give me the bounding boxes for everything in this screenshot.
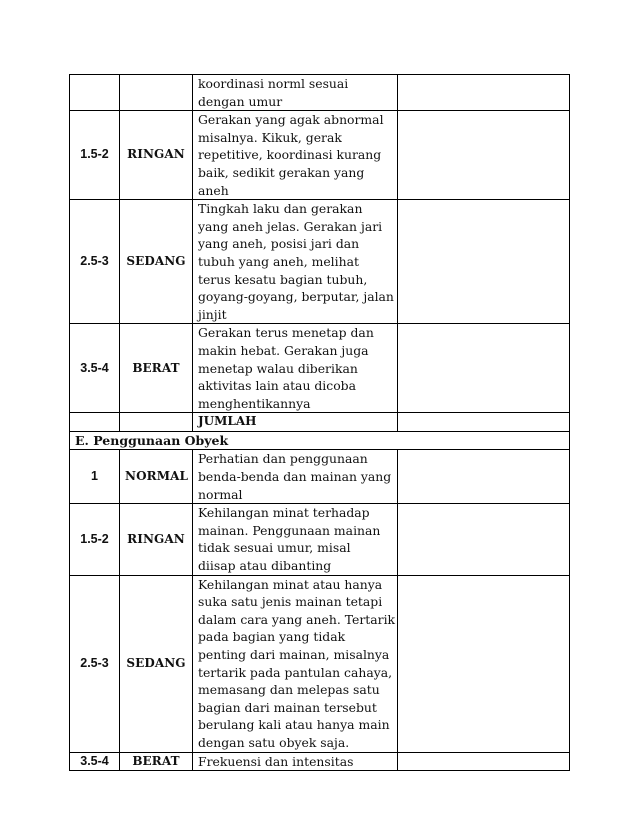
description-line: makin hebat. Gerakan juga xyxy=(198,342,369,358)
description-line: tidak sesuai umur, misal xyxy=(198,540,351,556)
description-line: aneh xyxy=(198,182,229,198)
description-line: memasang dan melepas satu xyxy=(198,682,380,698)
level-cell xyxy=(120,75,193,111)
level-cell: RINGAN xyxy=(120,504,193,575)
table-row xyxy=(70,75,570,111)
empty-cell xyxy=(70,413,120,432)
description-line: mainan. Penggunaan mainan xyxy=(198,522,381,538)
total-row xyxy=(70,413,570,432)
description-line: misalnya. Kikuk, gerak xyxy=(198,129,342,145)
description-line: Frekuensi dan intensitas xyxy=(198,753,354,769)
score-entry-cell[interactable] xyxy=(398,575,570,752)
table-row xyxy=(70,200,570,324)
description-line: goyang-goyang, berputar, jalan xyxy=(198,289,394,305)
score-entry-cell[interactable] xyxy=(398,111,570,200)
description-line: aktivitas lain atau dicoba xyxy=(198,378,356,394)
description-line: dengan satu obyek saja. xyxy=(198,734,350,750)
description-line: Perhatian dan penggunaan xyxy=(198,451,368,467)
score-entry-cell[interactable] xyxy=(398,450,570,504)
description-line: suka satu jenis mainan tetapi xyxy=(198,594,383,610)
level-cell: RINGAN xyxy=(120,111,193,200)
section-title: E. Penggunaan Obyek xyxy=(70,431,570,450)
description-line: Kehilangan minat atau hanya xyxy=(198,576,383,592)
description-cell xyxy=(193,200,398,324)
total-entry-cell[interactable] xyxy=(398,413,570,432)
level-cell: SEDANG xyxy=(120,200,193,324)
section-header-row xyxy=(70,431,570,450)
description-line: jinjit xyxy=(198,306,227,322)
score-entry-cell[interactable] xyxy=(398,324,570,413)
description-line: diisap atau dibanting xyxy=(198,558,332,574)
description-line: repetitive, koordinasi kurang xyxy=(198,147,382,163)
score-cell: 2.5-3 xyxy=(70,575,120,752)
level-cell: SEDANG xyxy=(120,575,193,752)
score-cell xyxy=(70,75,120,111)
description-line: baik, sedikit gerakan yang xyxy=(198,164,365,180)
description-line: Gerakan terus menetap dan xyxy=(198,325,374,341)
score-cell: 2.5-3 xyxy=(70,200,120,324)
description-line: bagian dari mainan tersebut xyxy=(198,699,377,715)
description-line: pada bagian yang tidak xyxy=(198,629,346,645)
description-cell xyxy=(193,450,398,504)
description-cell xyxy=(193,504,398,575)
table-row xyxy=(70,450,570,504)
table-row xyxy=(70,575,570,752)
score-entry-cell[interactable] xyxy=(398,504,570,575)
empty-cell xyxy=(120,413,193,432)
description-cell xyxy=(193,324,398,413)
description-line: benda-benda dan mainan yang xyxy=(198,469,392,485)
table-row xyxy=(70,111,570,200)
description-cell xyxy=(193,75,398,111)
description-cell xyxy=(193,575,398,752)
description-line: berulang kali atau hanya main xyxy=(198,717,390,733)
score-cell: 1.5-2 xyxy=(70,111,120,200)
description-cell xyxy=(193,111,398,200)
description-line: normal xyxy=(198,486,243,502)
level-cell: NORMAL xyxy=(120,450,193,504)
description-line: menetap walau diberikan xyxy=(198,360,358,376)
description-line: yang aneh, posisi jari dan xyxy=(198,236,360,252)
description-cell xyxy=(193,752,398,771)
scoring-table xyxy=(69,74,570,771)
level-cell: BERAT xyxy=(120,324,193,413)
score-cell: 1 xyxy=(70,450,120,504)
score-entry-cell[interactable] xyxy=(398,200,570,324)
score-entry-cell[interactable] xyxy=(398,75,570,111)
description-line: yang aneh jelas. Gerakan jari xyxy=(198,218,383,234)
description-line: Gerakan yang agak abnormal xyxy=(198,112,384,128)
table-row xyxy=(70,324,570,413)
level-cell: BERAT xyxy=(120,752,193,771)
description-line: terus kesatu bagian tubuh, xyxy=(198,271,368,287)
total-label: JUMLAH xyxy=(193,413,398,432)
score-cell: 1.5-2 xyxy=(70,504,120,575)
score-cell: 3.5-4 xyxy=(70,752,120,771)
score-cell: 3.5-4 xyxy=(70,324,120,413)
description-line: tertarik pada pantulan cahaya, xyxy=(198,664,393,680)
description-line: dalam cara yang aneh. Tertarik xyxy=(198,611,396,627)
table-row xyxy=(70,752,570,771)
description-line: dengan umur xyxy=(198,93,283,109)
table-row xyxy=(70,504,570,575)
score-entry-cell[interactable] xyxy=(398,752,570,771)
description-line: menghentikannya xyxy=(198,395,311,411)
description-line: tubuh yang aneh, melihat xyxy=(198,253,359,269)
description-line: penting dari mainan, misalnya xyxy=(198,647,390,662)
description-line: Kehilangan minat terhadap xyxy=(198,505,370,521)
description-line: Tingkah laku dan gerakan xyxy=(198,201,363,217)
description-line: koordinasi norml sesuai xyxy=(198,76,349,91)
